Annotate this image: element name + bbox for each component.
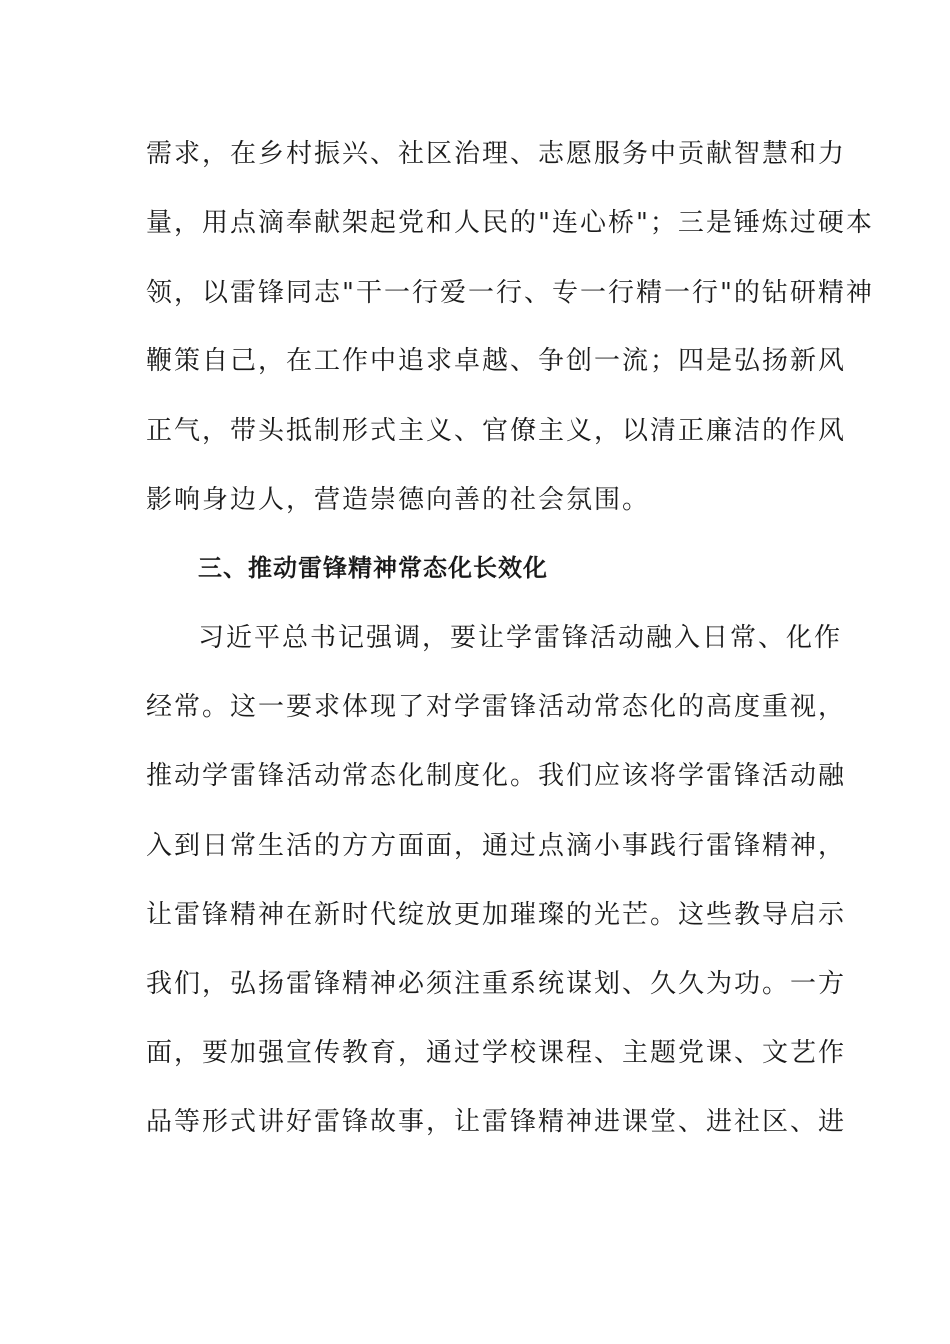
paragraph-line: 领，以雷锋同志"干一行爱一行、专一行精一行"的钻研精神 — [146, 278, 874, 308]
paragraph-line: 品等形式讲好雷锋故事，让雷锋精神进课堂、进社区、进 — [146, 1107, 847, 1137]
paragraph-line: 影响身边人，营造崇德向善的社会氛围。 — [146, 485, 651, 515]
paragraph-line: 经常。这一要求体现了对学雷锋活动常态化的高度重视， — [146, 692, 847, 722]
paragraph-line: 让雷锋精神在新时代绽放更加璀璨的光芒。这些教导启示 — [146, 900, 847, 930]
paragraph-line: 需求，在乡村振兴、社区治理、志愿服务中贡献智慧和力 — [146, 139, 847, 169]
paragraph-line: 我们，弘扬雷锋精神必须注重系统谋划、久久为功。一方 — [146, 969, 847, 999]
paragraph-line: 入到日常生活的方方面面，通过点滴小事践行雷锋精神， — [146, 831, 847, 861]
paragraph-line: 量，用点滴奉献架起党和人民的"连心桥"；三是锤炼过硬本 — [146, 208, 874, 238]
section-heading: 三、推动雷锋精神常态化长效化 — [198, 554, 548, 582]
paragraph-line: 习近平总书记强调，要让学雷锋活动融入日常、化作 — [198, 623, 843, 653]
paragraph-line: 推动学雷锋活动常态化制度化。我们应该将学雷锋活动融 — [146, 761, 847, 791]
paragraph-line: 正气，带头抵制形式主义、官僚主义，以清正廉洁的作风 — [146, 416, 847, 446]
paragraph-line: 面，要加强宣传教育，通过学校课程、主题党课、文艺作 — [146, 1038, 847, 1068]
paragraph-line: 鞭策自己，在工作中追求卓越、争创一流；四是弘扬新风 — [146, 346, 847, 376]
